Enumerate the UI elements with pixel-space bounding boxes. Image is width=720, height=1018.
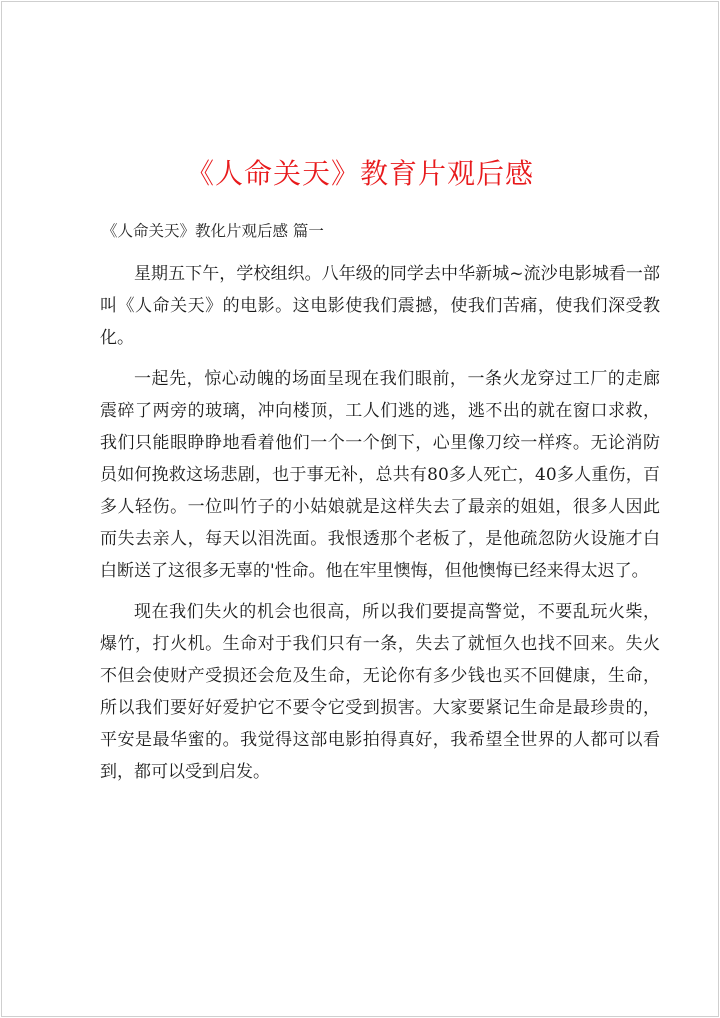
paragraph: 一起先，惊心动魄的场面呈现在我们眼前，一条火龙穿过工厂的走廊震碎了两旁的玻璃，冲向楼顶，工人们逃的逃，逃不出的就在窗口求救，我们只能眼睁睁地看着他们一个一个倒下，心里像刀绞一样疼。无论消防员如何挽救这场悲剧，也于事无补，总共有80多人死亡，40多人重伤，百多人轻伤。一位叫竹子的小姑娘就是这样失去了最亲的姐姐，很多人因此而失去亲人，每天以泪洗面。我恨透那个老板了，是他疏忽防火设施才白白断送了这很多无辜的'性命。他在牢里懊悔，但他懊悔已经来得太迟了。 [100, 369, 660, 581]
paragraph: 星期五下午，学校组织。八年级的同学去中华新城~流沙电影城看一部叫《人命关天》的电影。这电影使我们震撼，使我们苦痛，使我们深受教化。 [100, 264, 660, 348]
paragraph: 现在我们失火的机会也很高，所以我们要提高警觉，不要乱玩火柴，爆竹，打火机。生命对于我们只有一条，失去了就恒久也找不回来。失火不但会使财产受损还会危及生命，无论你有多少钱也买不回健康，生命，所以我们要好好爱护它不要令它受到损害。大家要紧记生命是最珍贵的，平安是最华蜜的。我觉得这部电影拍得真好，我希望全世界的人都可以看到，都可以受到启发。 [100, 602, 660, 782]
document-title: 《人命关天》教育片观后感 [185, 157, 534, 190]
document-subtitle: 《人命关天》教化片观后感 篇一 [102, 222, 324, 240]
document-body [100, 258, 660, 797]
document-page [1, 1, 719, 1017]
